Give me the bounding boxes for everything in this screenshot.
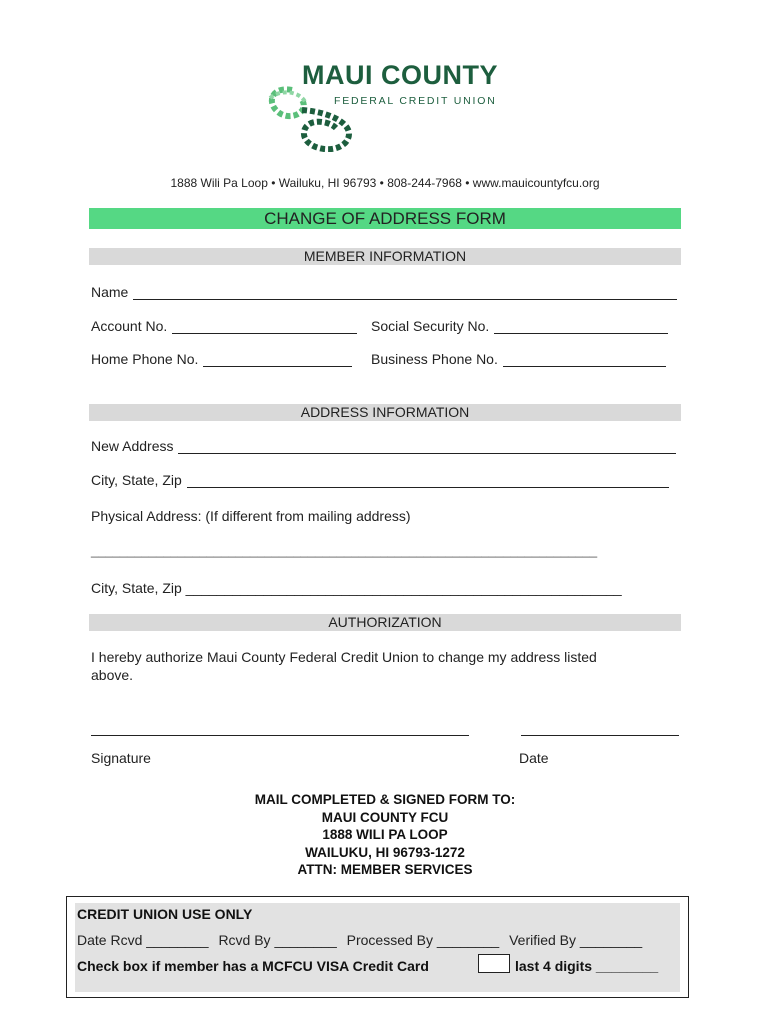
home-phone-field[interactable] (91, 351, 352, 367)
member-info-heading: MEMBER INFORMATION (89, 248, 681, 265)
logo-subtitle: FEDERAL CREDIT UNION (334, 95, 497, 107)
rope-knot-logo-icon (262, 82, 362, 152)
new-address-input-line[interactable] (178, 441, 676, 454)
ssn-input-line[interactable] (494, 321, 668, 334)
new-address-field[interactable] (91, 438, 676, 454)
logo-title: MAUI COUNTY (302, 60, 498, 90)
authorization-text-line2: above. (91, 667, 134, 683)
mailing-line: MAUI COUNTY FCU (321, 809, 449, 825)
home-phone-label: Home Phone No. (91, 351, 199, 367)
physical-address-input-line[interactable]: ______________________________________________________________________ (91, 543, 598, 558)
business-phone-label: Business Phone No. (371, 351, 498, 367)
name-input-line[interactable] (133, 287, 677, 300)
city-state-zip-field[interactable] (91, 472, 669, 488)
account-number-field[interactable] (91, 318, 357, 334)
account-number-label: Account No. (91, 318, 168, 334)
contact-address-line: 1888 Wili Pa Loop • Wailuku, HI 96793 • 808-244-7968 • www.mauicountyfcu.org (170, 176, 600, 190)
credit-union-use-panel (75, 903, 680, 992)
business-phone-field[interactable] (371, 351, 666, 367)
visa-card-check-label: Check box if member has a MCFCU VISA Credit Card (77, 958, 429, 974)
signature-label: Signature (91, 750, 151, 766)
city-state-zip-label: City, State, Zip (91, 472, 182, 488)
mailing-line: ATTN: MEMBER SERVICES (297, 862, 473, 877)
credit-union-logo (262, 60, 512, 160)
mailing-line: WAILUKU, HI 96793-1272 (305, 844, 465, 860)
date-label: Date (519, 750, 549, 766)
date-received-field[interactable]: Date Rcvd ________ (77, 932, 209, 948)
verified-by-field[interactable]: Verified By ________ (509, 932, 643, 948)
name-label: Name (91, 284, 129, 300)
address-info-heading: ADDRESS INFORMATION (89, 404, 681, 421)
form-title: CHANGE OF ADDRESS FORM (89, 208, 681, 229)
authorization-text-line1: I hereby authorize Maui County Federal Credit Union to change my address listed (91, 649, 597, 665)
credit-union-use-title: CREDIT UNION USE ONLY (77, 906, 253, 922)
mailing-line: 1888 WILI PA LOOP (322, 827, 448, 842)
processing-row (77, 932, 642, 948)
name-field[interactable] (91, 284, 677, 300)
date-line[interactable] (521, 735, 679, 736)
signature-line[interactable] (91, 735, 469, 736)
ssn-field[interactable] (371, 318, 668, 334)
new-address-label: New Address (91, 438, 174, 454)
last-four-digits-field[interactable]: last 4 digits ________ (515, 958, 659, 974)
business-phone-input-line[interactable] (503, 354, 666, 367)
home-phone-input-line[interactable] (203, 354, 352, 367)
visa-card-checkbox[interactable] (478, 954, 510, 973)
processed-by-field[interactable]: Processed By ________ (346, 932, 500, 948)
city-state-zip-input-line[interactable] (187, 475, 669, 488)
physical-address-label: Physical Address: (If different from mailing address) (91, 508, 411, 524)
physical-city-state-zip-field[interactable]: City, State, Zip ________________________________________________________ (91, 580, 622, 596)
account-number-input-line[interactable] (172, 321, 357, 334)
received-by-field[interactable]: Rcvd By ________ (218, 932, 337, 948)
authorization-heading: AUTHORIZATION (89, 614, 681, 631)
credit-union-use-box (66, 896, 689, 998)
mailing-line: MAIL COMPLETED & SIGNED FORM TO: (254, 792, 516, 807)
mailing-instructions (0, 791, 770, 879)
ssn-label: Social Security No. (371, 318, 490, 334)
